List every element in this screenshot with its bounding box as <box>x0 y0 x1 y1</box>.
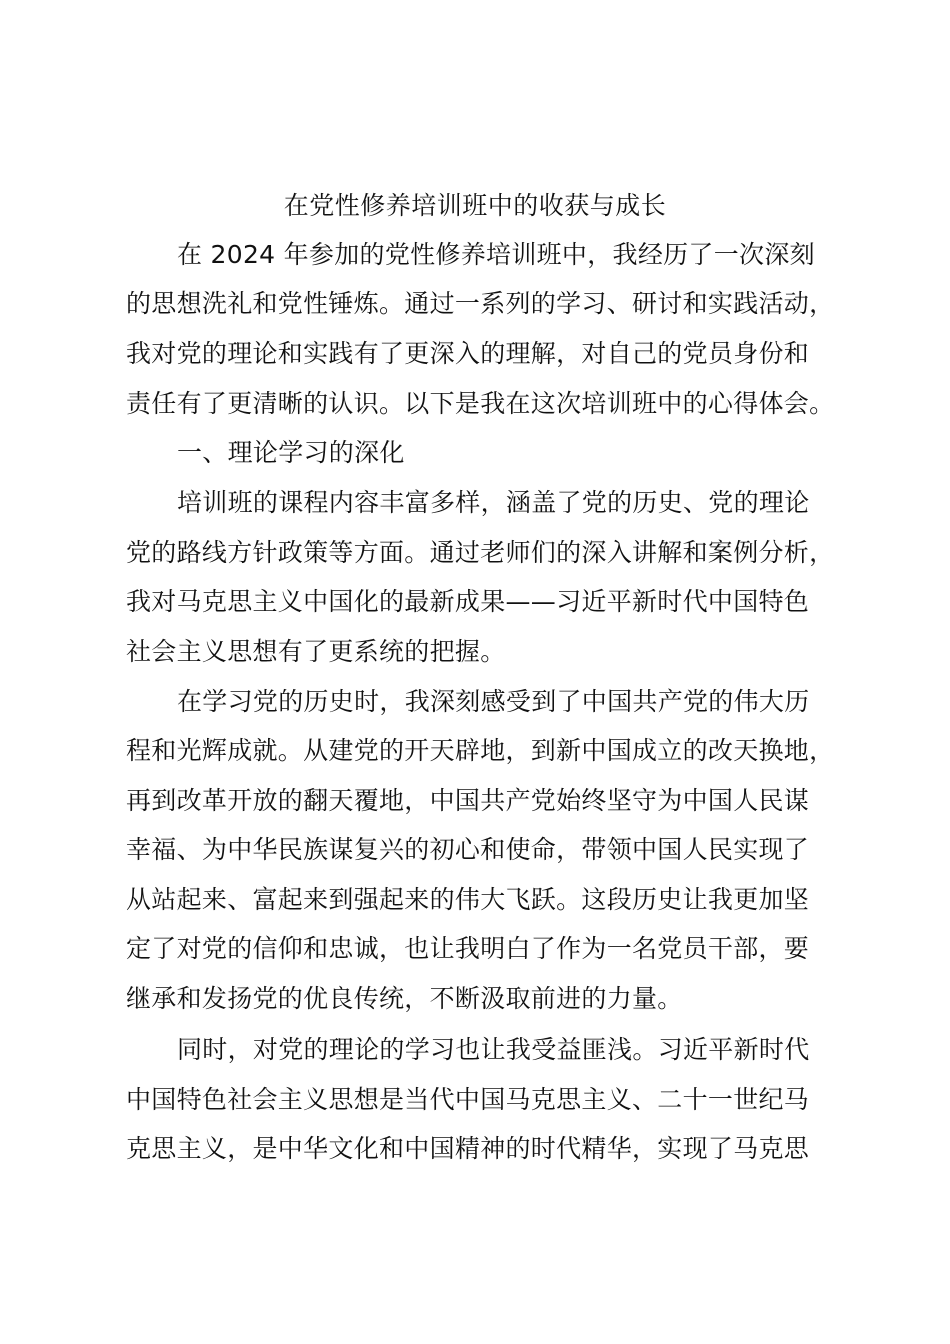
paragraph-line: 中国特色社会主义思想是当代中国马克思主义、二十一世纪马 <box>126 1085 810 1114</box>
paragraph-line: 我对马克思主义中国化的最新成果——习近平新时代中国特色 <box>126 587 810 616</box>
paragraph-line: 在 2024 年参加的党性修养培训班中，我经历了一次深刻 <box>177 240 815 269</box>
paragraph-line: 的思想洗礼和党性锤炼。通过一系列的学习、研讨和实践活动， <box>126 289 835 318</box>
paragraph-line: 在学习党的历史时，我深刻感受到了中国共产党的伟大历 <box>177 687 810 716</box>
paragraph-line: 培训班的课程内容丰富多样，涵盖了党的历史、党的理论 <box>177 488 810 517</box>
paragraph-line: 定了对党的信仰和忠诚，也让我明白了作为一名党员干部，要 <box>126 934 810 963</box>
section-heading: 一、理论学习的深化 <box>177 438 405 467</box>
paragraph-line: 程和光辉成就。从建党的开天辟地，到新中国成立的改天换地， <box>126 736 835 765</box>
paragraph-line: 社会主义思想有了更系统的把握。 <box>126 637 506 666</box>
paragraph-line: 从站起来、富起来到强起来的伟大飞跃。这段历史让我更加坚 <box>126 885 810 914</box>
paragraph-line: 责任有了更清晰的认识。以下是我在这次培训班中的心得体会。 <box>126 389 835 418</box>
paragraph-line: 克思主义，是中华文化和中国精神的时代精华，实现了马克思 <box>126 1134 810 1163</box>
paragraph-line: 同时，对党的理论的学习也让我受益匪浅。习近平新时代 <box>177 1035 810 1064</box>
paragraph-line: 继承和发扬党的优良传统，不断汲取前进的力量。 <box>126 984 683 1013</box>
paragraph-line: 党的路线方针政策等方面。通过老师们的深入讲解和案例分析， <box>126 538 835 567</box>
document-title: 在党性修养培训班中的收获与成长 <box>283 191 667 220</box>
paragraph-line: 再到改革开放的翻天覆地，中国共产党始终坚守为中国人民谋 <box>126 786 810 815</box>
paragraph-line: 我对党的理论和实践有了更深入的理解，对自己的党员身份和 <box>126 339 810 368</box>
paragraph-line: 幸福、为中华民族谋复兴的初心和使命，带领中国人民实现了 <box>126 835 810 864</box>
